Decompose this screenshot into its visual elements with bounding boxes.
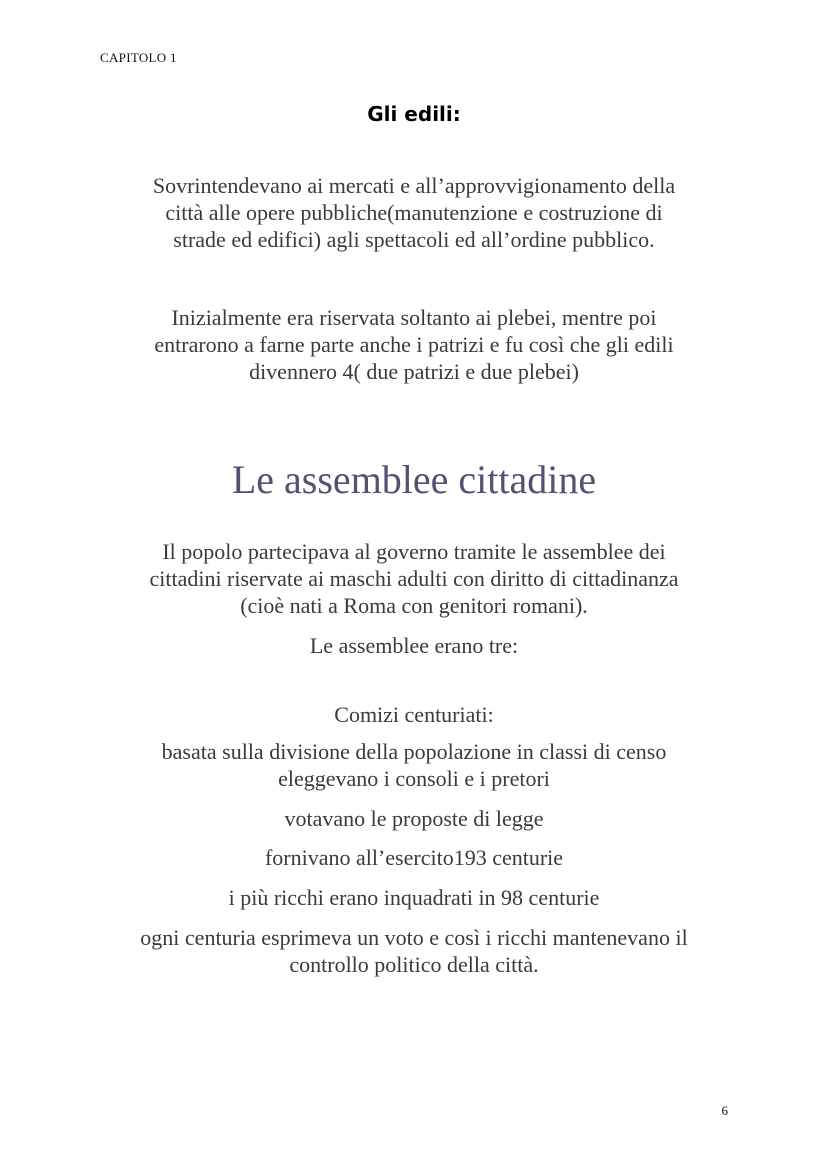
comizi-fornivano: fornivano all’esercito193 centurie [264,845,564,870]
chapter-header: CAPITOLO 1 [100,50,177,65]
paragraph-edili-history [0,304,828,385]
text-line: divennero 4( due patrizi e due plebei) [249,359,579,384]
paragraph-assemblee-intro [0,538,828,619]
comizi-ogni-centuria [0,924,828,978]
text-line: basata sulla divisione della popolazione in classi di censo [161,739,667,764]
text-line: ogni centuria esprimeva un voto e così i ricchi mantenevano il [140,925,688,950]
comizi-ricchi: i più ricchi erano inquadrati in 98 centurie [228,885,600,910]
text-line: controllo politico della città. [289,952,539,977]
page-number: 6 [721,1103,728,1118]
text-line: (cioè nati a Roma con genitori romani). [240,593,588,618]
text-line: strade ed edifici) agli spettacoli ed all’ordine pubblico. [173,227,655,252]
text-line: Il popolo partecipava al governo tramite le assemblee dei [162,539,666,564]
text-line: Sovrintendevano ai mercati e all’approvvigionamento della [152,173,676,198]
paragraph-edili-duties [0,172,828,253]
assemblee-count-line: Le assemblee erano tre: [309,633,519,658]
text-line: entrarono a farne parte anche i patrizi e fu così che gli edili [154,332,674,357]
comizi-title: Comizi centuriati: [334,702,494,727]
heading-assemblee: Le assemblee cittadine [231,457,597,502]
text-line: eleggevano i consoli e i pretori [278,766,550,791]
section-title-edili: Gli edili: [367,102,461,126]
text-line: città alle opere pubbliche(manutenzione e costruzione di [165,200,663,225]
text-line: cittadini riservate ai maschi adulti con diritto di cittadinanza [149,566,679,591]
comizi-votavano: votavano le proposte di legge [284,806,544,831]
text-line: Inizialmente era riservata soltanto ai plebei, mentre poi [171,305,657,330]
comizi-basata [0,738,828,792]
